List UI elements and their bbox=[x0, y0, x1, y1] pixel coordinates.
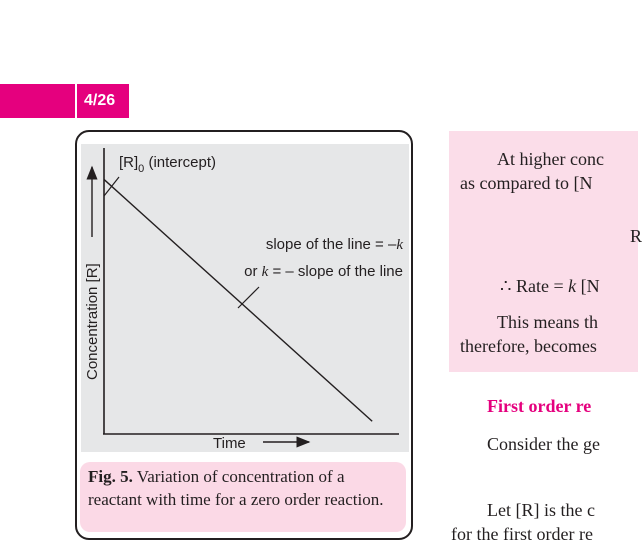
para3: Consider the ge bbox=[487, 434, 600, 454]
x-axis-label: Time bbox=[213, 435, 246, 452]
para4-line1: Let [R] is the c bbox=[487, 500, 595, 520]
rate-equation: ∴ Rate = k [N bbox=[500, 276, 600, 296]
page-tab-accent bbox=[0, 84, 75, 118]
graph-area bbox=[81, 144, 409, 452]
slope-label-2: or k = – slope of the line bbox=[244, 263, 403, 280]
intercept-leader bbox=[104, 177, 119, 196]
para1-line2: as compared to [N bbox=[460, 173, 593, 193]
section-heading: First order re bbox=[487, 396, 592, 416]
para4-line2: for the first order re bbox=[451, 524, 593, 544]
y-axis-label: Concentration [R] bbox=[84, 263, 101, 380]
para2-line2: therefore, becomes bbox=[460, 336, 597, 356]
caption-text: Variation of concentration of a reactant with time for a zero order reaction. bbox=[88, 467, 384, 509]
concentration-line bbox=[104, 179, 372, 421]
equation-fragment: R bbox=[630, 226, 642, 246]
para2-line1: This means th bbox=[497, 312, 598, 332]
slope-leader bbox=[238, 287, 259, 308]
intercept-label: $[R]_0$ (intercept) bbox=[119, 154, 216, 175]
para1-line1: At higher conc bbox=[497, 149, 604, 169]
zero-order-chart bbox=[81, 144, 409, 452]
figure-caption bbox=[80, 462, 406, 532]
page-number: 4/26 bbox=[77, 84, 129, 118]
caption-label: Fig. 5. bbox=[88, 467, 133, 486]
slope-label-1: slope of the line = –k bbox=[265, 236, 403, 253]
figure-box bbox=[75, 130, 413, 540]
